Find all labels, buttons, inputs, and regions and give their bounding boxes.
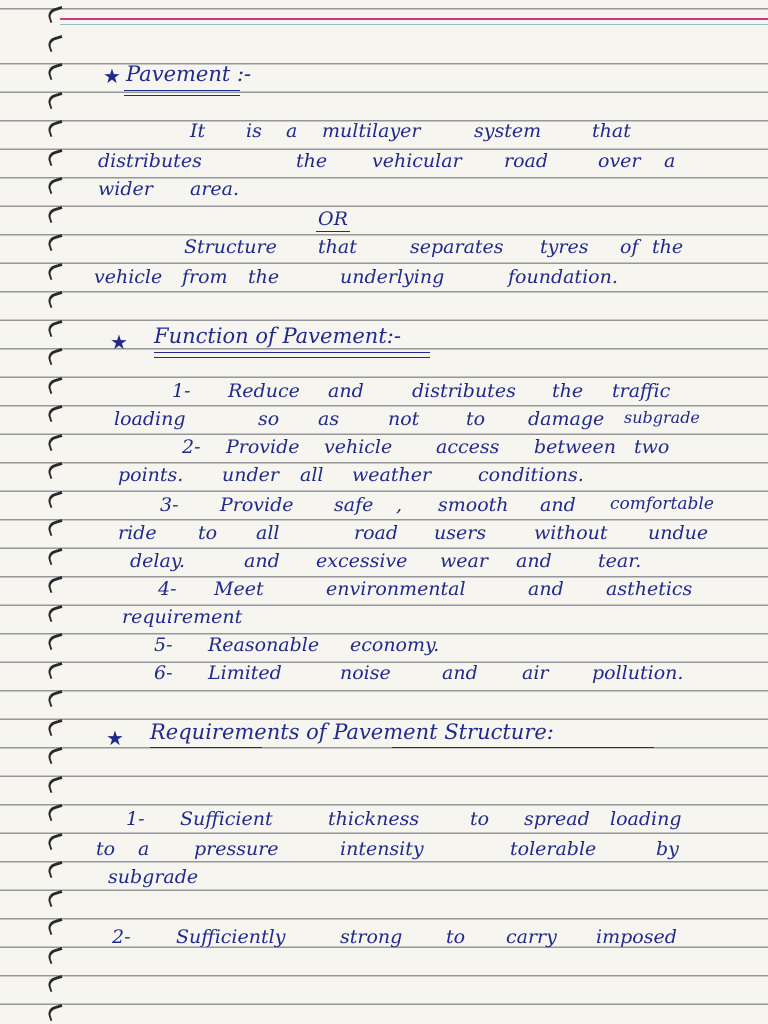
word: carry <box>506 926 557 948</box>
word: intensity <box>340 838 424 860</box>
word: imposed <box>596 926 677 948</box>
word: strong <box>340 926 403 948</box>
heading-underline <box>124 90 240 91</box>
word: to <box>466 408 486 430</box>
star-bullet: ★ <box>103 64 121 88</box>
word: 1- <box>172 380 191 402</box>
definition-line-3 <box>0 180 768 206</box>
word: 2- <box>112 926 131 948</box>
word: and <box>540 494 576 516</box>
definition-line-5 <box>0 268 768 294</box>
requirement-line-4 <box>0 928 768 954</box>
definition-line-2 <box>0 152 768 178</box>
word: requirement <box>122 606 243 628</box>
spiral-hook <box>46 1003 65 1020</box>
function-line-6 <box>0 524 768 550</box>
word: pressure <box>194 838 279 860</box>
word: the <box>248 266 280 288</box>
word: separates <box>410 236 504 258</box>
word: tear. <box>598 550 642 572</box>
word: is <box>246 120 262 142</box>
word: tyres <box>540 236 589 258</box>
word: comfortable <box>610 494 714 514</box>
word: 5- <box>154 634 173 656</box>
word: safe <box>334 494 374 516</box>
word: and <box>528 578 564 600</box>
word: by <box>656 838 679 860</box>
requirement-line-3 <box>0 868 768 894</box>
word: to <box>446 926 466 948</box>
word: excessive <box>316 550 408 572</box>
word: damage <box>528 408 605 430</box>
word: Provide <box>226 436 300 458</box>
word: subgrade <box>108 866 199 888</box>
word: delay. <box>130 550 186 572</box>
word: a <box>138 838 150 860</box>
word: not <box>388 408 420 430</box>
heading-function: Function of Pavement:- <box>154 324 401 348</box>
function-line-7 <box>0 552 768 578</box>
function-line-10 <box>0 636 768 662</box>
star-bullet: ★ <box>106 726 124 750</box>
word: 1- <box>126 808 145 830</box>
word: conditions. <box>478 464 584 486</box>
word: points. <box>118 464 184 486</box>
word: users <box>434 522 487 544</box>
spiral-hook <box>46 63 65 80</box>
spiral-hook <box>46 718 65 735</box>
word: so <box>258 408 280 430</box>
word: Reasonable <box>208 634 320 656</box>
heading-underline <box>154 352 430 353</box>
function-line-5 <box>0 496 768 522</box>
word: and <box>442 662 478 684</box>
top-margin-line <box>60 18 768 20</box>
word: the <box>652 236 684 258</box>
word: vehicle <box>94 266 163 288</box>
word: between <box>534 436 617 458</box>
word: loading <box>114 408 186 430</box>
spiral-hook <box>46 975 65 992</box>
or-underline <box>316 231 350 232</box>
definition-line-4 <box>0 238 768 264</box>
word: a <box>664 150 676 172</box>
word: 6- <box>154 662 173 684</box>
word: multilayer <box>322 120 421 142</box>
requirement-line-1 <box>0 810 768 836</box>
word: all <box>300 464 324 486</box>
word: and <box>328 380 364 402</box>
word: without <box>534 522 608 544</box>
word: foundation. <box>508 266 618 288</box>
word: 4- <box>158 578 177 600</box>
word: road <box>354 522 399 544</box>
function-line-1 <box>0 382 768 408</box>
word: wider <box>98 178 153 200</box>
word: environmental <box>326 578 466 600</box>
word: , <box>396 494 403 516</box>
function-line-3 <box>0 438 768 464</box>
requirement-line-2 <box>0 840 768 866</box>
word: Limited <box>208 662 282 684</box>
word: that <box>592 120 631 142</box>
or-line <box>0 210 768 236</box>
word: air <box>522 662 549 684</box>
word: noise <box>340 662 391 684</box>
definition-line-1 <box>0 122 768 148</box>
spiral-hook <box>46 91 65 108</box>
word: Structure <box>184 236 277 258</box>
word: Meet <box>214 578 264 600</box>
word: 2- <box>182 436 201 458</box>
spiral-hook <box>46 348 65 365</box>
function-line-11 <box>0 664 768 690</box>
word: asthetics <box>606 578 693 600</box>
spiral-hook <box>46 690 65 707</box>
word: It <box>190 120 206 142</box>
word: vehicular <box>372 150 462 172</box>
word: underlying <box>340 266 445 288</box>
word: to <box>96 838 116 860</box>
word: of <box>620 236 639 258</box>
heading-underline <box>154 357 430 358</box>
word: Sufficiently <box>176 926 286 948</box>
function-line-9 <box>0 608 768 634</box>
word: thickness <box>328 808 420 830</box>
word: Provide <box>220 494 294 516</box>
spiral-hook <box>46 34 65 51</box>
word: distributes <box>412 380 516 402</box>
word: Reduce <box>228 380 300 402</box>
word: system <box>474 120 542 142</box>
spiral-hook <box>46 775 65 792</box>
word: smooth <box>438 494 509 516</box>
word: from <box>182 266 228 288</box>
word: ride <box>118 522 157 544</box>
word: to <box>470 808 490 830</box>
word: and <box>516 550 552 572</box>
word: 3- <box>160 494 179 516</box>
word: distributes <box>98 150 202 172</box>
word: over <box>598 150 641 172</box>
word: the <box>296 150 328 172</box>
word: area. <box>190 178 240 200</box>
spiral-hook <box>46 747 65 764</box>
word: to <box>198 522 218 544</box>
word: two <box>634 436 670 458</box>
word: wear <box>440 550 488 572</box>
heading-pavement: Pavement :- <box>126 62 252 86</box>
word: weather <box>352 464 432 486</box>
word: Sufficient <box>180 808 273 830</box>
word: vehicle <box>324 436 393 458</box>
word: traffic <box>612 380 671 402</box>
word: access <box>436 436 500 458</box>
word: that <box>318 236 357 258</box>
or-word: OR <box>318 208 348 230</box>
heading-underline <box>124 95 240 96</box>
word: all <box>256 522 280 544</box>
word: under <box>222 464 279 486</box>
word: undue <box>648 522 709 544</box>
word: as <box>318 408 340 430</box>
function-line-4 <box>0 466 768 492</box>
function-line-2 <box>0 410 768 436</box>
word: tolerable <box>510 838 597 860</box>
word: and <box>244 550 280 572</box>
heading-underline <box>392 747 654 748</box>
function-line-8 <box>0 580 768 606</box>
star-bullet: ★ <box>110 330 128 354</box>
word: pollution. <box>592 662 684 684</box>
heading-underline <box>150 747 262 748</box>
spiral-hook <box>46 319 65 336</box>
word: a <box>286 120 298 142</box>
word: spread <box>524 808 590 830</box>
word: subgrade <box>624 408 700 427</box>
word: road <box>504 150 549 172</box>
word: economy. <box>350 634 440 656</box>
spiral-hook <box>46 6 65 23</box>
word: the <box>552 380 584 402</box>
word: loading <box>610 808 682 830</box>
heading-requirements: Requirements of Pavement Structure: <box>150 720 554 744</box>
top-secondary-line <box>60 24 768 25</box>
